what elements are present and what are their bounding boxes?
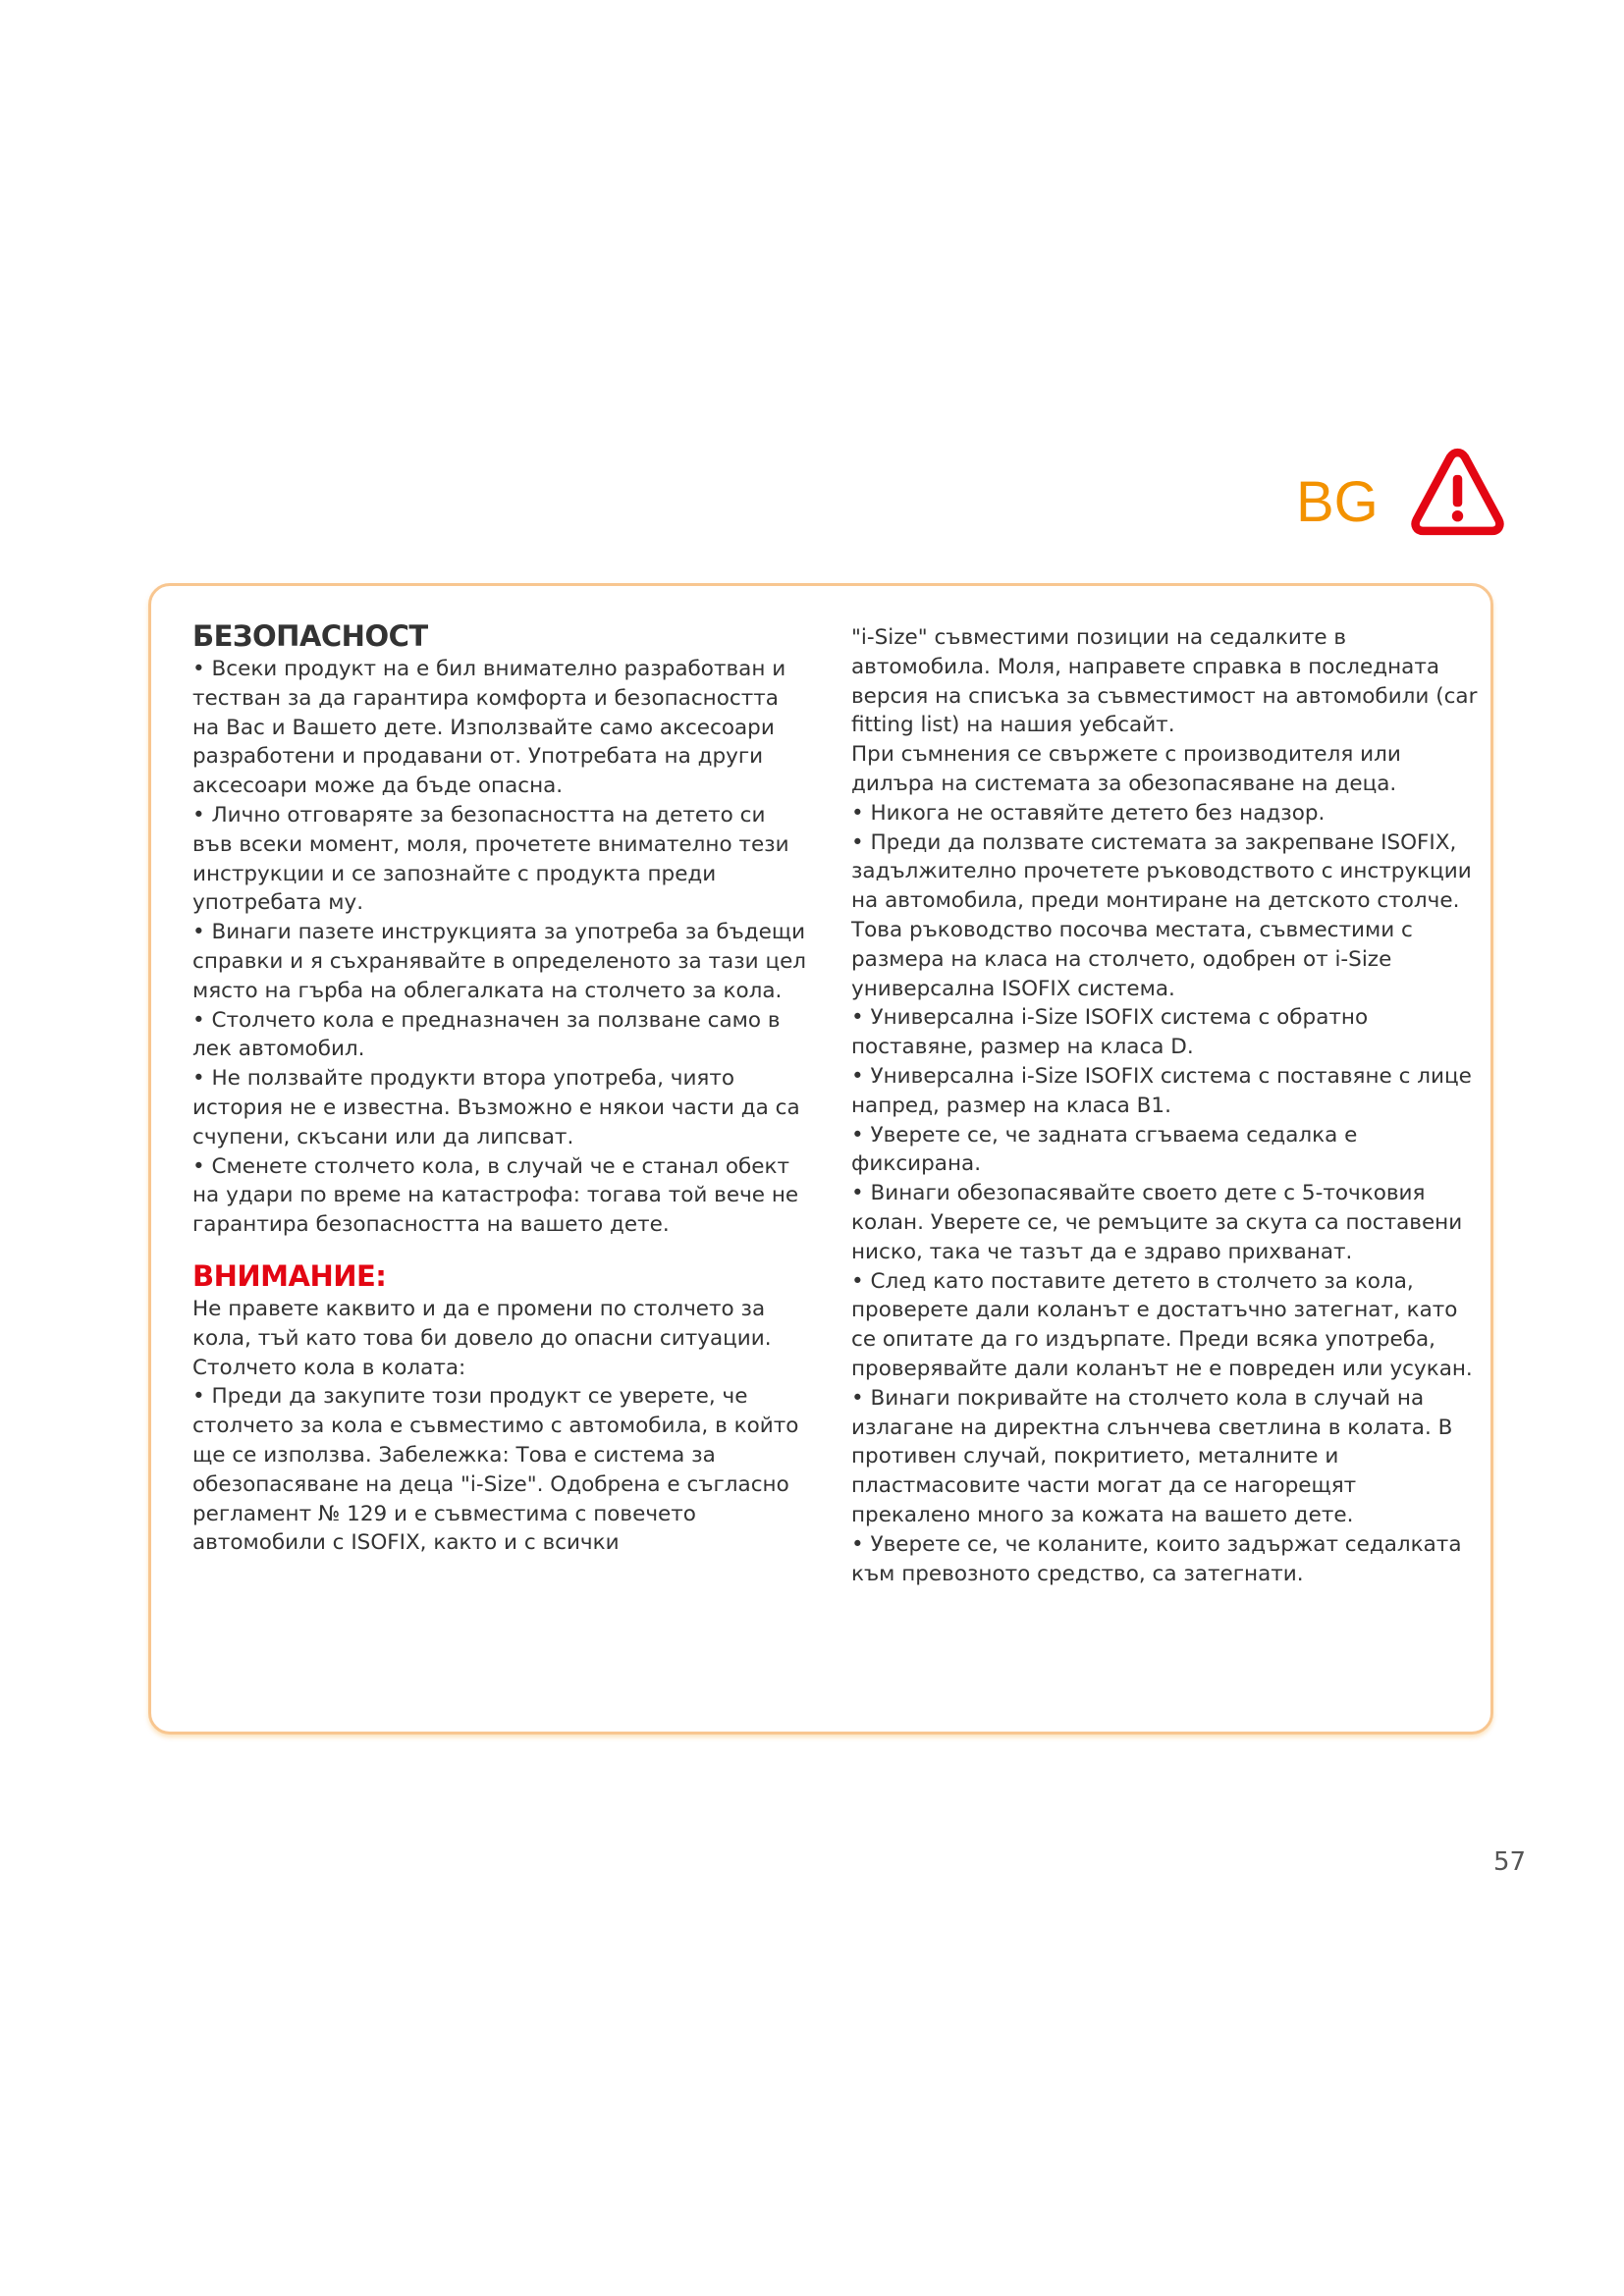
language-code: BG xyxy=(1296,470,1379,534)
right-item: • Универсална i-Size ISOFIX система с обратно поставяне, размер на класа D. xyxy=(851,1005,1369,1060)
right-item: При съмнения се свържете с производителя или дилъра на системата за обезопасяване на деца. xyxy=(851,742,1401,796)
safety-item: • Лично отговаряте за безопасността на детето си във всеки момент, моля, прочетете внимателно тези инструкции и се запознайте с продукта преди употребата му. xyxy=(192,802,789,916)
right-item: • Универсална i-Size ISOFIX система с поставяне с лице напред, размер на класа B1. xyxy=(851,1063,1472,1118)
right-item: • Никога не оставяйте детето без надзор. xyxy=(851,800,1326,826)
safety-title: БЕЗОПАСНОСТ xyxy=(192,619,428,653)
warning-item: Не правете каквито и да е промени по столчето за кола, тъй като това би довело до опасни ситуации. xyxy=(192,1296,772,1351)
right-item: • Уверете се, че задната сгъваема седалка е фиксирана. xyxy=(851,1122,1358,1177)
right-item: • Преди да ползвате системата за закрепване ISOFIX, задължително прочетете ръководството с инструкции на автомобила, преди монтиране на детското столче. Това ръководство посочва местата, съвместими с размера на класа на столчето, одобрен от i-Size универсална ISOFIX система. xyxy=(851,829,1472,1001)
safety-item: • Винаги пазете инструкцията за употреба за бъдещи справки и я съхранявайте в определеното за тази цел място на гърба на облегалката на столчето за кола. xyxy=(192,920,807,1003)
right-item: • Винаги обезопасявайте своето дете с 5-точковия колан. Уверете се, че ремъците за скута са поставени ниско, така че тазът да е здраво прихванат. xyxy=(851,1181,1463,1264)
right-item: "i-Size" съвместими позиции на седалките в автомобила. Моля, направете справка в последната версия на списъка за съвместимост на автомобили (car fitting list) на нашия уебсайт. xyxy=(851,625,1478,738)
warning-triangle-icon xyxy=(1411,447,1504,537)
warning-item: Столчето кола в колата: xyxy=(192,1355,466,1380)
right-column xyxy=(851,623,1480,1588)
right-item: • Уверете се, че коланите, които задържат седалката към превозното средство, са затегнати. xyxy=(851,1531,1462,1586)
safety-item: • Сменете столчето кола, в случай че е станал обект на удари по време на катастрофа: тогава той вече не гарантира безопасността на вашето дете. xyxy=(192,1153,799,1238)
safety-content-box xyxy=(148,583,1493,1735)
right-item: • След като поставите детето в столчето за кола, проверете дали коланът е достатъчно затегнат, като се опитате да го издърпате. Преди всяка употреба, проверявайте дали коланът не е повреден или усукан. xyxy=(851,1268,1473,1381)
right-item: • Винаги покривайте на столчето кола в случай на излагане на директна слънчева светлина в колата. В противен случай, покритието, металните и пластмасовите части могат да се нагорещят прекалено много за кожата на вашето дете. xyxy=(851,1385,1453,1527)
safety-item: • Всеки продукт на е бил внимателно разработван и тестван за да гарантира комфорта и безопасността на Вас и Вашето дете. Използвайте само аксесоари разработени и продавани от. Употребата на други аксесоари може да бъде опасна. xyxy=(192,657,786,799)
warning-item: • Преди да закупите този продукт се уверете, че столчето за кола е съвместимо с автомобила, в който ще се използва. Забележка: Това е система за обезопасяване на деца "i-Size". Одобрена е съгласно регламент № 129 и е съвместима с повечето автомобили с ISOFIX, както и с всички xyxy=(192,1384,799,1556)
left-column xyxy=(192,619,811,1558)
safety-item: • Столчето кола е предназначен за ползване само в лек автомобил. xyxy=(192,1007,781,1062)
page-number: 57 xyxy=(1493,1847,1527,1877)
warning-title: ВНИМАНИЕ: xyxy=(192,1258,387,1293)
language-header xyxy=(1286,447,1502,545)
safety-item: • Не ползвайте продукти втора употреба, чиято история не е известна. Възможно е някои части да са счупени, скъсани или да липсват. xyxy=(192,1066,800,1149)
